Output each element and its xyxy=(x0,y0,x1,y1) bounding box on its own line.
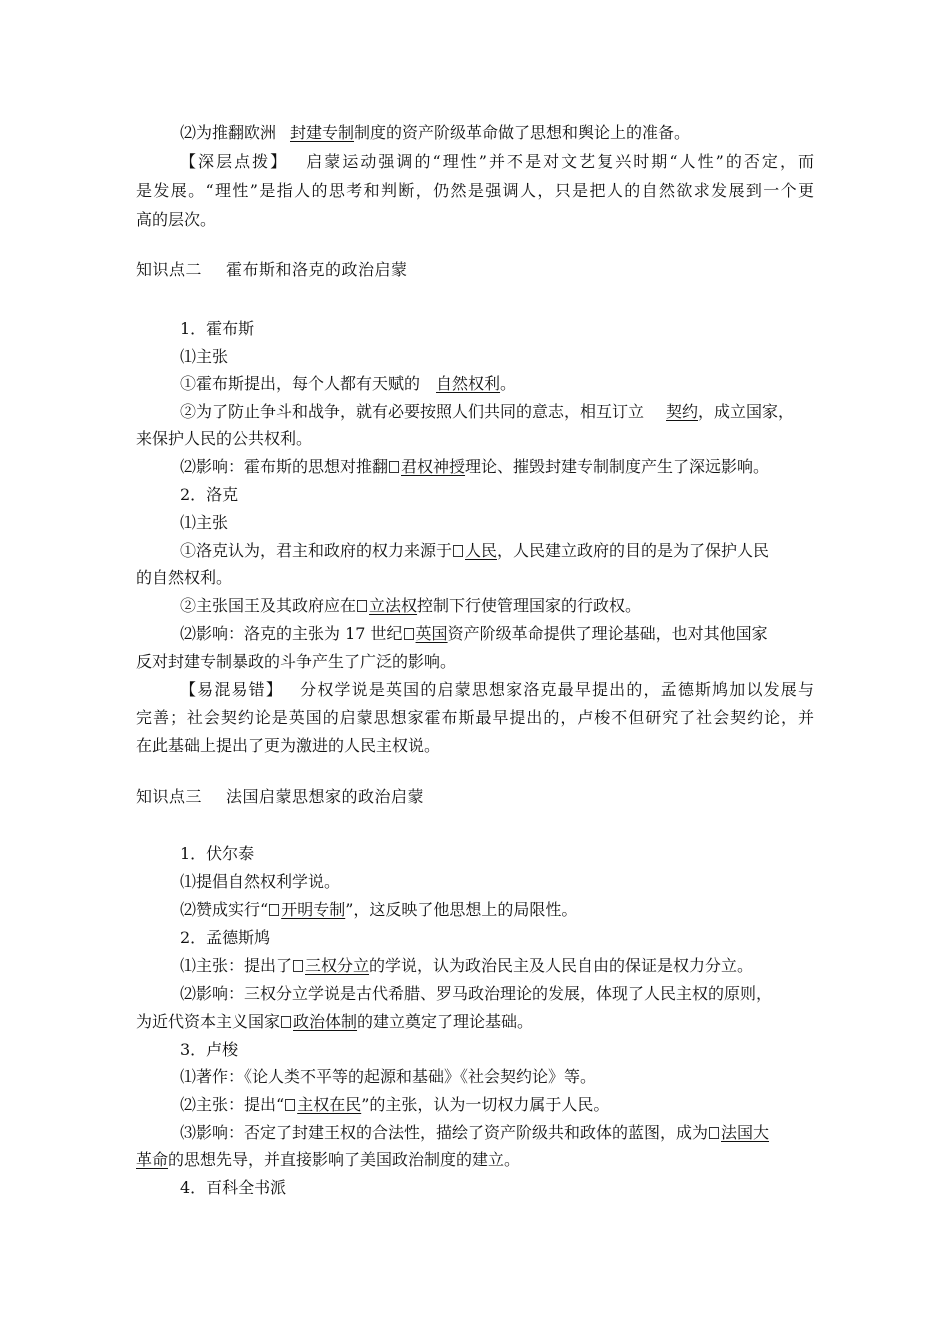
blank-box-icon xyxy=(453,545,463,557)
paragraph-line: 反对封建专制暴政的斗争产生了广泛的影响。 xyxy=(136,652,457,671)
subsection-title: 1．霍布斯 xyxy=(180,319,255,338)
blank-box-icon xyxy=(389,461,399,473)
paragraph-line: ⑴主张：提出了 三权分立的学说，认为政治民主及人民自由的保证是权力分立。 xyxy=(180,956,754,975)
blank-box-icon xyxy=(709,1127,719,1139)
answer-blank: 君权神授 xyxy=(401,457,466,476)
section-heading: 知识点三 法国启蒙思想家的政治启蒙 xyxy=(136,787,425,806)
paragraph-line: ⑵为推翻欧洲 封建专制制度的资产阶级革命做了思想和舆论上的准备。 xyxy=(180,123,691,142)
subsection-title: 1．伏尔泰 xyxy=(180,844,255,863)
answer-blank: 开明专制 xyxy=(281,900,346,919)
subsection-title: 2．洛克 xyxy=(180,485,239,504)
blank-box-icon xyxy=(357,600,367,612)
paragraph-line: ⑵赞成实行“ 开明专制”，这反映了他思想上的局限性。 xyxy=(180,900,578,919)
answer-blank: 封建专制 xyxy=(290,123,355,142)
paragraph-line: ⑵主张：提出“ 主权在民”的主张，认为一切权力属于人民。 xyxy=(180,1095,610,1114)
tip-paragraph-line: 是发展。“理性”是指人的思考和判断，仍然是强调人，只是把人的自然欲求发展到一个更 xyxy=(136,181,814,200)
blank-box-icon xyxy=(285,1099,295,1111)
tip-paragraph-line: 【易混易错】 分权学说是英国的启蒙思想家洛克最早提出的，孟德斯鸠加以发展与 xyxy=(180,680,814,699)
tip-paragraph-line: 在此基础上提出了更为激进的人民主权说。 xyxy=(136,736,441,755)
paragraph-line: ①霍布斯提出，每个人都有天赋的 自然权利。 xyxy=(180,374,517,393)
answer-blank: 三权分立 xyxy=(305,956,370,975)
tip-tag: 【易混易错】 xyxy=(180,680,283,699)
paragraph-line: ⑵影响：霍布斯的思想对推翻 君权神授理论、摧毁封建专制制度产生了深远影响。 xyxy=(180,457,770,476)
paragraph-line: ⑵影响：三权分立学说是古代希腊、罗马政治理论的发展，体现了人民主权的原则， xyxy=(180,984,773,1003)
paragraph-line: ⑵影响：洛克的主张为 17 世纪 英国资产阶级革命提供了理论基础，也对其他国家 xyxy=(180,624,768,643)
answer-blank: 政治体制 xyxy=(293,1012,358,1031)
answer-blank: 革命 xyxy=(136,1150,169,1169)
paragraph-line: ⑴主张 xyxy=(180,347,229,366)
answer-blank: 主权在民 xyxy=(297,1095,362,1114)
section-heading: 知识点二 霍布斯和洛克的政治启蒙 xyxy=(136,260,408,279)
answer-blank: 契约 xyxy=(666,402,699,421)
blank-box-icon xyxy=(404,628,414,640)
tip-paragraph-line: 完善；社会契约论是英国的启蒙思想家霍布斯最早提出的，卢梭不但研究了社会契约论，并 xyxy=(136,708,814,727)
blank-box-icon xyxy=(281,1016,291,1028)
paragraph-line: ⑴主张 xyxy=(180,513,229,532)
answer-blank: 自然权利 xyxy=(436,374,501,393)
answer-blank: 人民 xyxy=(465,541,498,560)
paragraph-line: ⑴提倡自然权利学说。 xyxy=(180,872,341,891)
paragraph-line: ①洛克认为，君主和政府的权力来源于 人民，人民建立政府的目的是为了保护人民 xyxy=(180,541,770,560)
blank-box-icon xyxy=(293,960,303,972)
tip-paragraph-line: 高的层次。 xyxy=(136,210,217,229)
answer-blank: 英国 xyxy=(415,624,448,643)
tip-tag: 【深层点拨】 xyxy=(180,152,289,171)
paragraph-line: ⑶影响：否定了封建王权的合法性，描绘了资产阶级共和政体的蓝图，成为 法国大 xyxy=(180,1123,770,1142)
answer-blank: 立法权 xyxy=(369,596,418,615)
paragraph-line: ⑴著作：《论人类不平等的起源和基础》《社会契约论》等。 xyxy=(180,1067,597,1086)
subsection-title: 2．孟德斯鸠 xyxy=(180,928,271,947)
tip-paragraph-line: 【深层点拨】 启蒙运动强调的“理性”并不是对文艺复兴时期“人性”的否定，而 xyxy=(180,152,814,171)
blank-box-icon xyxy=(269,904,279,916)
paragraph-line: ②为了防止争斗和战争，就有必要按照人们共同的意志，相互订立 契约，成立国家， xyxy=(180,402,795,421)
subsection-title: 3．卢梭 xyxy=(180,1040,239,1059)
paragraph-line: 为近代资本主义国家 政治体制的建立奠定了理论基础。 xyxy=(136,1012,534,1031)
paragraph-line: 的自然权利。 xyxy=(136,568,233,587)
paragraph-line: 来保护人民的公共权利。 xyxy=(136,429,313,448)
paragraph-line: 革命的思想先导，并直接影响了美国政治制度的建立。 xyxy=(136,1150,521,1169)
subsection-title: 4．百科全书派 xyxy=(180,1178,287,1197)
answer-blank: 法国大 xyxy=(721,1123,770,1142)
paragraph-line: ②主张国王及其政府应在 立法权控制下行使管理国家的行政权。 xyxy=(180,596,642,615)
